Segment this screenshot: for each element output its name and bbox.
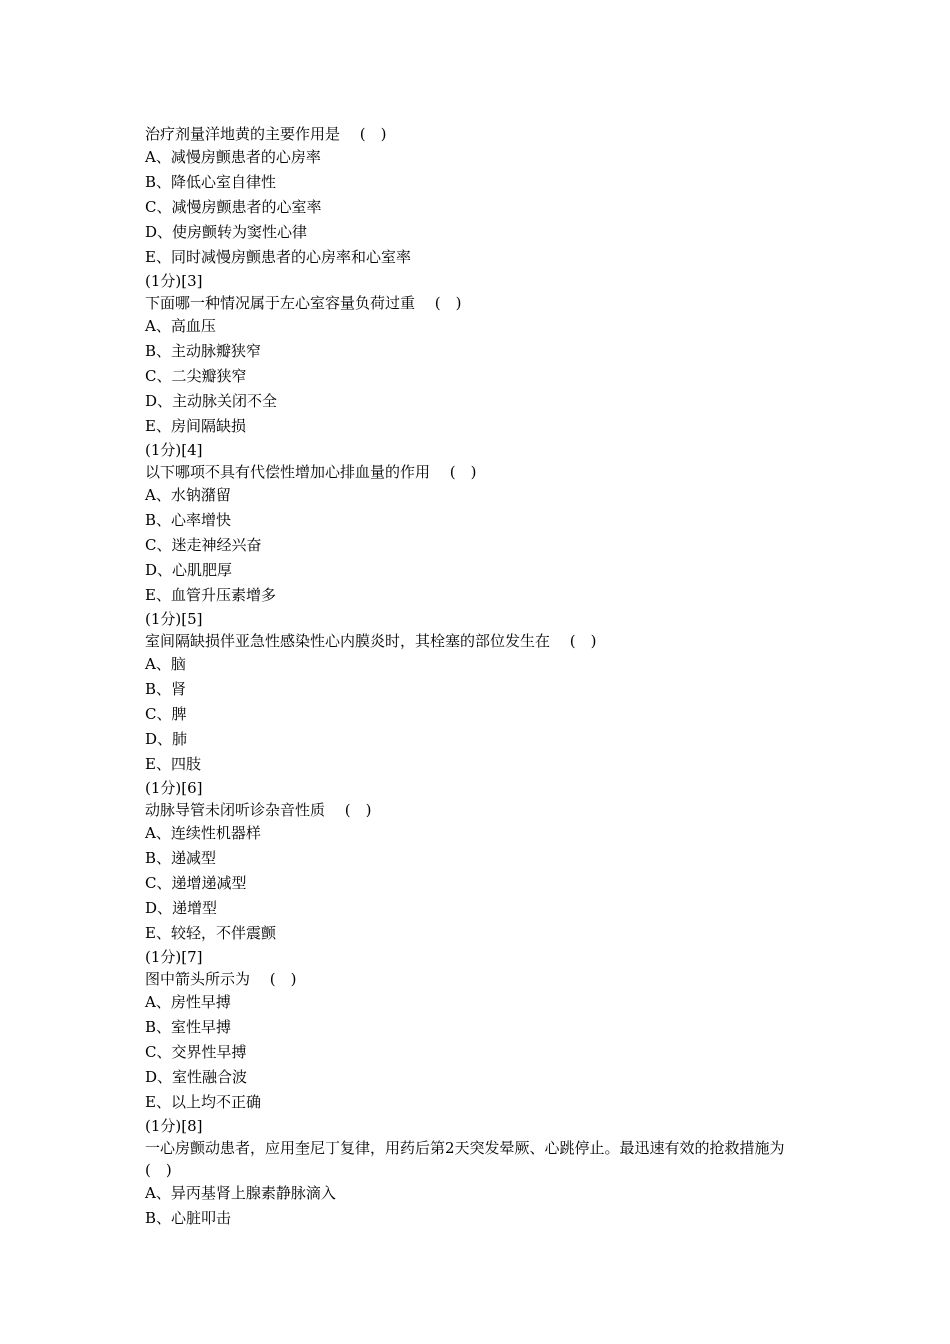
question-7 — [145, 946, 815, 1115]
option-c: C、交界性早搏 — [145, 1043, 247, 1061]
question-score: (1分)[3] — [145, 272, 203, 290]
option-d: D、室性融合波 — [145, 1068, 248, 1086]
question-stem: 图中箭头所示为 ( ) — [145, 970, 297, 988]
question-stem: 下面哪一种情况属于左心室容量负荷过重 ( ) — [145, 294, 462, 312]
option-e: E、同时减慢房颤患者的心房率和心室率 — [145, 248, 411, 266]
question-8 — [145, 1115, 815, 1231]
option-b: B、递减型 — [145, 849, 217, 867]
question-score: (1分)[4] — [145, 441, 203, 459]
question-stem: 以下哪项不具有代偿性增加心排血量的作用 ( ) — [145, 463, 477, 481]
option-b: B、室性早搏 — [145, 1018, 232, 1036]
question-5 — [145, 608, 815, 777]
option-e: E、血管升压素增多 — [145, 586, 276, 604]
question-stem: 一心房颤动患者，应用奎尼丁复律，用药后第2天突发晕厥、心跳停止。最迅速有效的抢救措施为 ( ) — [145, 1139, 805, 1179]
option-a: A、水钠潴留 — [145, 486, 231, 504]
question-stem: 动脉导管未闭听诊杂音性质 ( ) — [145, 801, 372, 819]
question-1 — [145, 123, 815, 270]
option-b: B、心脏叩击 — [145, 1209, 232, 1227]
option-d: D、心肌肥厚 — [145, 561, 233, 579]
option-c: C、迷走神经兴奋 — [145, 536, 262, 554]
option-d: D、使房颤转为窦性心律 — [145, 223, 308, 241]
question-4 — [145, 439, 815, 608]
option-d: D、肺 — [145, 730, 188, 748]
option-e: E、四肢 — [145, 755, 201, 773]
question-score: (1分)[7] — [145, 948, 203, 966]
option-e: E、房间隔缺损 — [145, 417, 246, 435]
option-e: E、以上均不正确 — [145, 1093, 261, 1111]
option-a: A、异丙基肾上腺素静脉滴入 — [145, 1184, 336, 1202]
document-page — [145, 123, 815, 1231]
question-stem: 室间隔缺损伴亚急性感染性心内膜炎时，其栓塞的部位发生在 ( ) — [145, 632, 597, 650]
option-b: B、肾 — [145, 680, 187, 698]
option-a: A、连续性机器样 — [145, 824, 261, 842]
option-b: B、主动脉瓣狭窄 — [145, 342, 262, 360]
option-d: D、主动脉关闭不全 — [145, 392, 278, 410]
option-e: E、较轻，不伴震颤 — [145, 924, 276, 942]
option-b: B、降低心室自律性 — [145, 173, 277, 191]
question-stem: 治疗剂量洋地黄的主要作用是 ( ) — [145, 125, 387, 143]
question-6 — [145, 777, 815, 946]
question-3 — [145, 270, 815, 439]
option-a: A、房性早搏 — [145, 993, 231, 1011]
option-c: C、减慢房颤患者的心室率 — [145, 198, 322, 216]
question-score: (1分)[8] — [145, 1117, 203, 1135]
option-a: A、减慢房颤患者的心房率 — [145, 148, 321, 166]
option-a: A、脑 — [145, 655, 186, 673]
option-c: C、脾 — [145, 705, 187, 723]
option-a: A、高血压 — [145, 317, 216, 335]
question-score: (1分)[6] — [145, 779, 203, 797]
option-c: C、二尖瓣狭窄 — [145, 367, 247, 385]
option-d: D、递增型 — [145, 899, 218, 917]
option-b: B、心率增快 — [145, 511, 232, 529]
question-score: (1分)[5] — [145, 610, 203, 628]
option-c: C、递增递减型 — [145, 874, 247, 892]
